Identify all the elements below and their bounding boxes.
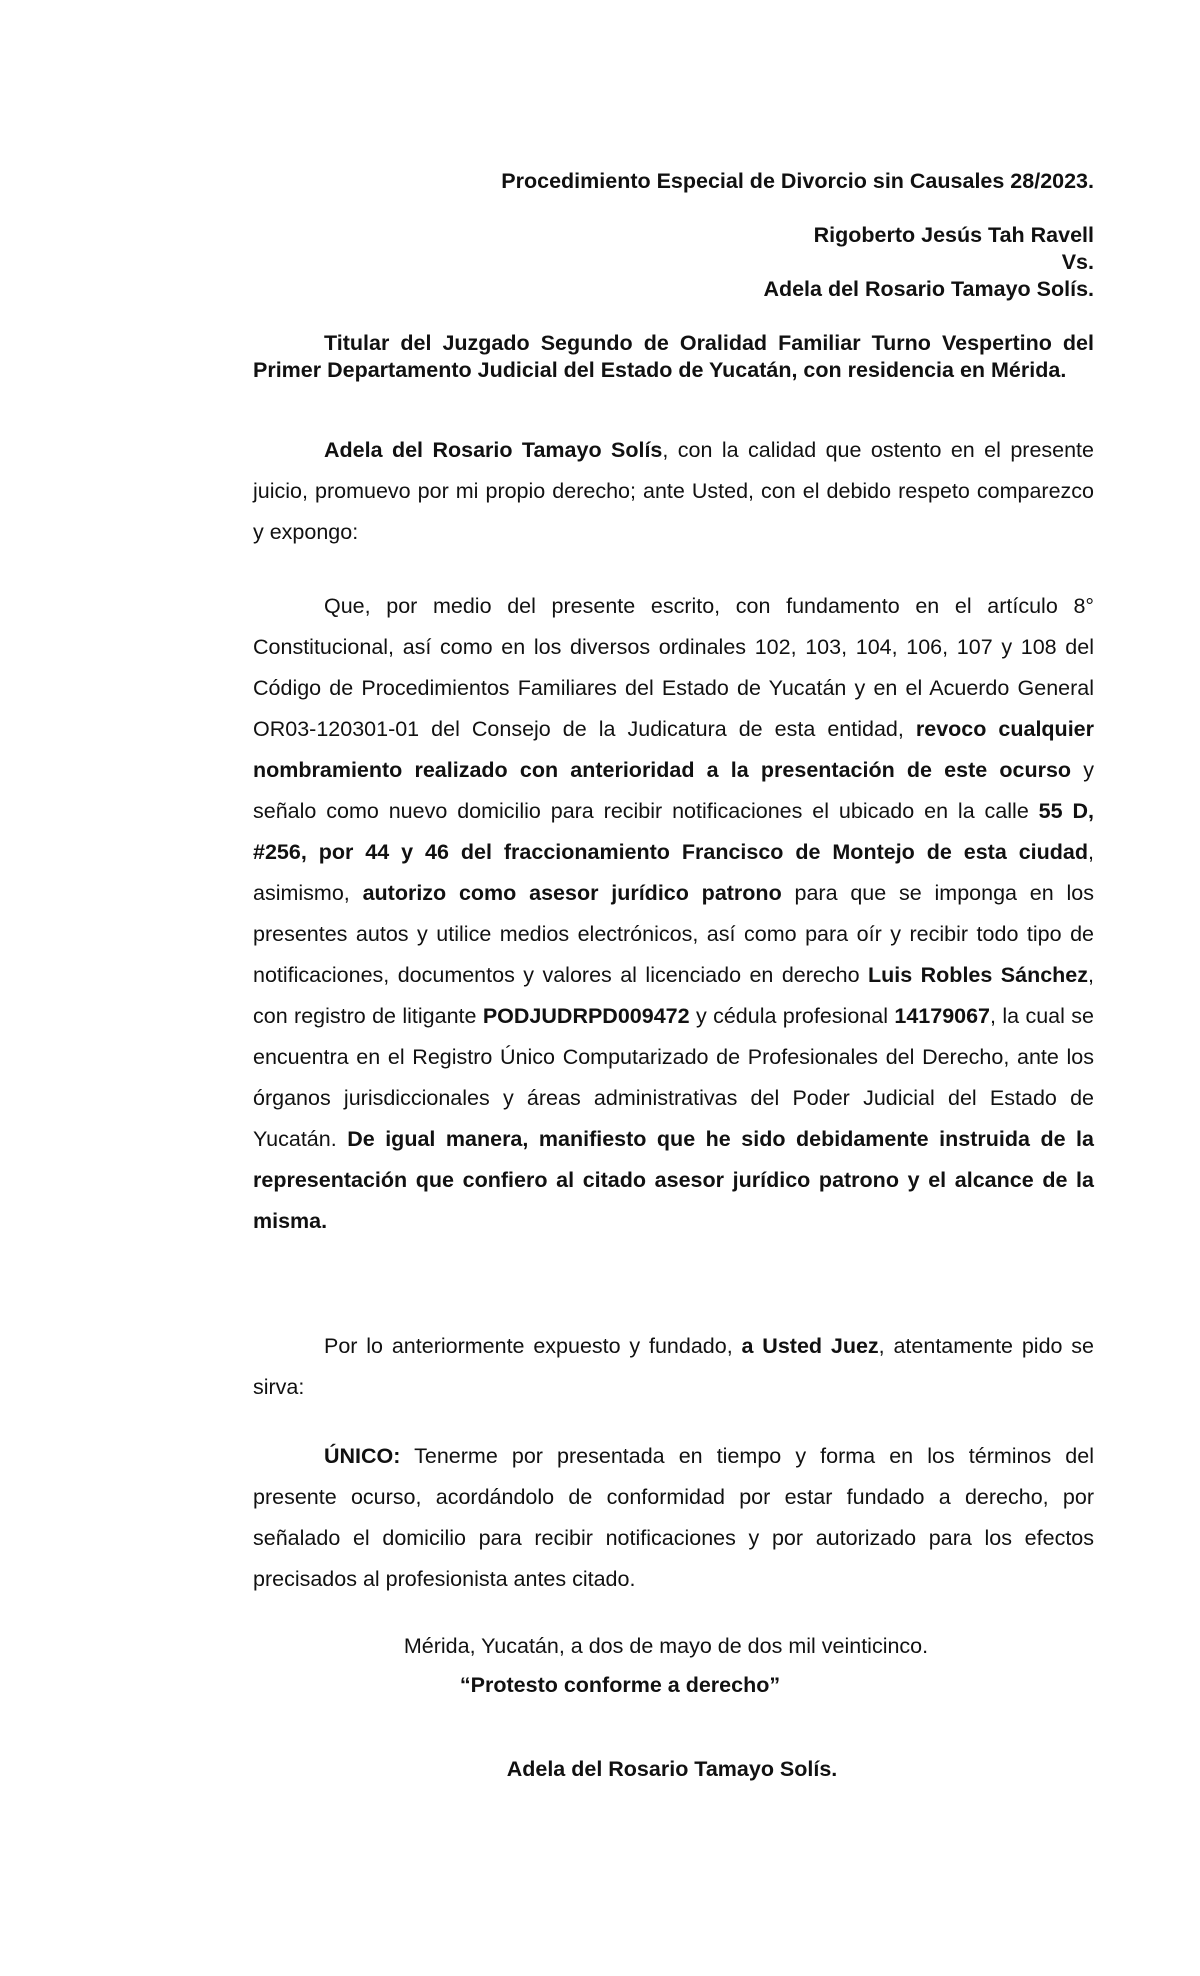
body-paragraph bbox=[253, 586, 1094, 1242]
addressee bbox=[253, 330, 1094, 384]
intro-paragraph bbox=[253, 430, 1094, 553]
body-text-4: para que se imponga en los presentes autos y utilice medios electrónicos, así como para oír y recibir todo tipo de notificaciones, documentos y valores al licenciado en derecho bbox=[253, 881, 1094, 987]
body-text-7: , la cual se encuentra en el Registro Único Computarizado de Profesionales del Derecho, ante los órganos jurisdiccionales y áreas administrativas del Poder Judicial del Estado de Yucatán. bbox=[253, 1004, 1094, 1151]
closing-bold: a Usted Juez bbox=[741, 1334, 879, 1358]
defendant-name: Adela del Rosario Tamayo Solís. bbox=[763, 277, 1094, 301]
unico-paragraph bbox=[253, 1436, 1094, 1600]
closing-text-1: Por lo anteriormente expuesto y fundado, bbox=[324, 1334, 742, 1358]
closing-paragraph bbox=[253, 1326, 1094, 1408]
closing-text-2: , atentamente pido se sirva: bbox=[253, 1334, 1095, 1399]
body-bold-6: 14179067 bbox=[894, 1004, 991, 1028]
body-bold-2: 55 D, #256, por 44 y 46 del fraccionamiento Francisco de Montejo de esta ciudad bbox=[253, 799, 1094, 864]
body-text-5: , con registro de litigante bbox=[253, 963, 1094, 1028]
protest-line: “Protesto conforme a derecho” bbox=[459, 1673, 781, 1697]
unico-label: ÚNICO: bbox=[324, 1444, 401, 1468]
body-bold-1: revoco cualquier nombramiento realizado con anterioridad a la presentación de este ocurso bbox=[253, 717, 1094, 782]
body-bold-7: De igual manera, manifiesto que he sido debidamente instruida de la representación que confiero al citado asesor jurídico patrono y el alcance de la misma. bbox=[253, 1127, 1094, 1233]
body-text-6: y cédula profesional bbox=[689, 1004, 895, 1028]
body-bold-4: Luis Robles Sánchez bbox=[868, 963, 1089, 987]
body-bold-3: autorizo como asesor jurídico patrono bbox=[362, 881, 782, 905]
body-text-1: Que, por medio del presente escrito, con fundamento en el artículo 8° Constitucional, así como en los diversos ordinales 102, 103, 104, 106, 107 y 108 del Código de Procedimientos Familiares del Estado de Yucatán y en el Acuerdo General OR03-120301-01 del Consejo de la Judicatura de esta entidad, bbox=[253, 594, 1094, 741]
body-bold-5: PODJUDRPD009472 bbox=[482, 1004, 690, 1028]
addressee-text: Titular del Juzgado Segundo de Oralidad Familiar Turno Vespertino del Primer Departamento Judicial del Estado de Yucatán, con residencia en Mérida. bbox=[253, 331, 1094, 382]
place-date: Mérida, Yucatán, a dos de mayo de dos mil veinticinco. bbox=[403, 1634, 929, 1658]
intro-text: , con la calidad que ostento en el presente juicio, promuevo por mi propio derecho; ante Usted, con el debido respeto comparezco y expongo: bbox=[253, 438, 1094, 544]
intro-name: Adela del Rosario Tamayo Solís bbox=[324, 438, 663, 462]
case-number bbox=[501, 168, 1094, 195]
versus-label: Vs. bbox=[1061, 250, 1094, 274]
unico-text: Tenerme por presentada en tiempo y forma en los términos del presente ocurso, acordándolo de conformidad por estar fundado a derecho, por señalado el domicilio para recibir notificaciones y por autorizado para los efectos precisados al profesionista antes citado. bbox=[253, 1444, 1094, 1591]
body-text-3: , asimismo, bbox=[253, 840, 1094, 905]
plaintiff-name: Rigoberto Jesús Tah Ravell bbox=[813, 223, 1094, 247]
signature-name: Adela del Rosario Tamayo Solís. bbox=[506, 1757, 838, 1781]
body-text-2: y señalo como nuevo domicilio para recibir notificaciones el ubicado en la calle bbox=[253, 758, 1094, 823]
parties-block bbox=[763, 222, 1094, 303]
case-title: Procedimiento Especial de Divorcio sin Causales 28/2023. bbox=[501, 169, 1094, 193]
